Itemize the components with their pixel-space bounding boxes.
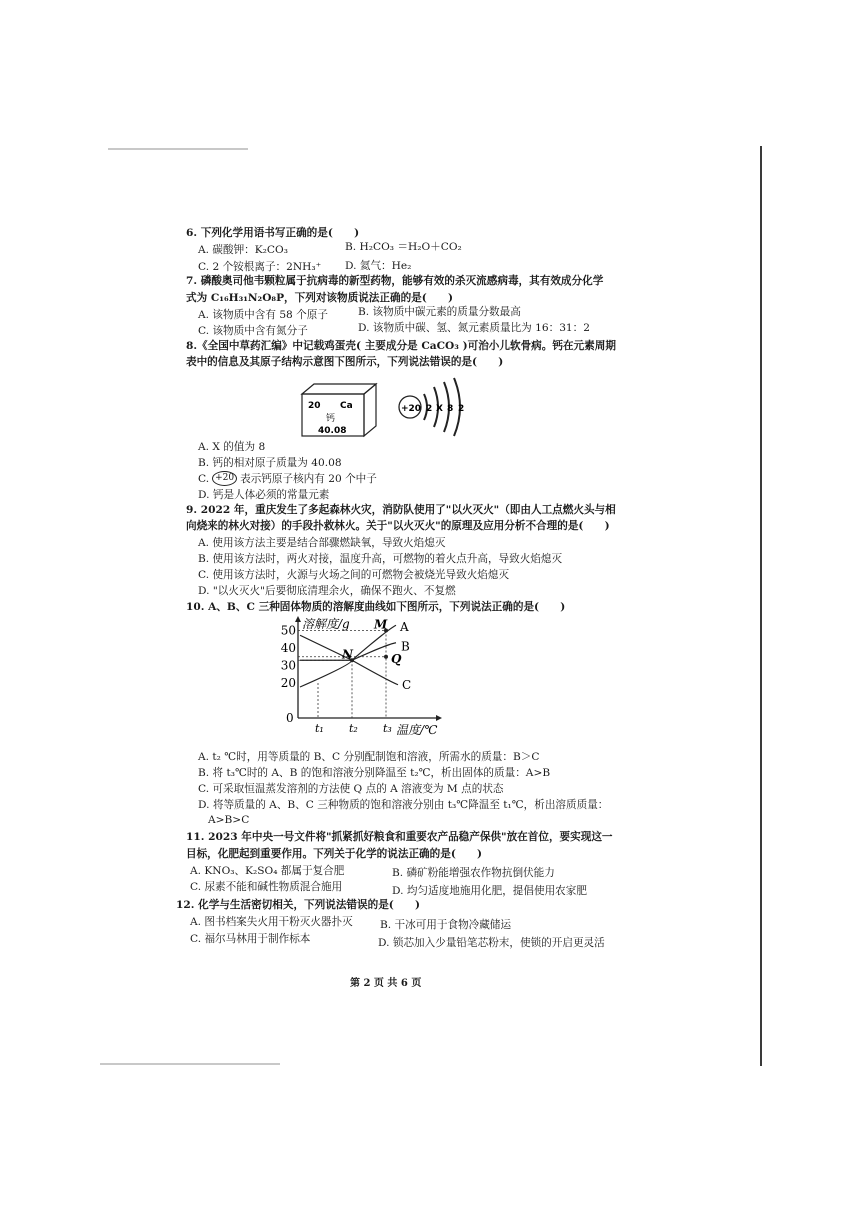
q8-option-c-text: 表示钙原子核内有 20 个中子 (240, 472, 377, 485)
atom-nucleus: +20 (401, 404, 422, 414)
q7-option-d: D. 该物质中碳、氢、氮元素质量比为 16：31：2 (358, 322, 591, 334)
series-c-label: C (402, 677, 412, 692)
nucleus-circle-icon: +20 (212, 471, 237, 486)
shell-2: X (436, 404, 443, 414)
q6-option-a: A. 碳酸钾：K₂CO₃ (198, 244, 288, 256)
q10-option-c: C. 可采取恒温蒸发溶剂的方法使 Q 点的 A 溶液变为 M 点的状态 (198, 783, 504, 795)
y-axis-arrow (295, 616, 301, 622)
scan-edge-top (108, 148, 248, 150)
q8-option-a: A. X 的值为 8 (198, 441, 266, 453)
page-footer: 第 2 页 共 6 页 (350, 978, 422, 989)
q12-stem: 12. 化学与生活密切相关，下列说法错误的是( ) (176, 899, 421, 911)
q8-option-c (198, 471, 377, 486)
q9-option-a: A. 使用该方法主要是结合部骤燃缺氧，导致火焰熄灭 (198, 537, 446, 549)
q9-option-b: B. 使用该方法时，两火对接，温度升高，可燃物的着火点升高，导致火焰熄灭 (198, 553, 563, 565)
element-symbol: Ca (340, 401, 353, 411)
q11-stem-line1: 11. 2023 年中央一号文件将"抓紧抓好粮食和重要农产品稳产保供"放在首位，要实现这一 (186, 831, 613, 843)
q6-option-d: D. 氦气：He₂ (345, 260, 412, 272)
shell-4: 2 (458, 404, 465, 414)
x-tick-label: t₂ (349, 722, 358, 735)
q7-option-a: A. 该物质中含有 58 个原子 (198, 309, 328, 321)
q11-option-c: C. 尿素不能和碱性物质混合施用 (190, 881, 343, 893)
q7-option-c: C. 该物质中含有氮分子 (198, 325, 308, 337)
series-b-label: B (401, 639, 410, 654)
point-n-label: N (342, 647, 353, 662)
q11-option-a: A. KNO₃、K₂SO₄ 都属于复合肥 (190, 865, 345, 877)
page-edge (760, 146, 762, 1066)
q12-option-a: A. 图书档案失火用干粉灭火器扑灭 (190, 916, 353, 928)
q6-stem: 6. 下列化学用语书写正确的是( ) (186, 227, 360, 239)
q10-option-d-line2: A>B>C (208, 814, 250, 826)
point-q-label: Q (391, 651, 402, 666)
q8-option-b: B. 钙的相对原子质量为 40.08 (198, 457, 342, 469)
q7-option-b: B. 该物质中碳元素的质量分数最高 (358, 306, 521, 318)
q10-option-d-line1: D. 将等质量的 A、B、C 三种物质的饱和溶液分别由 t₃℃降温至 t₁℃，析出溶质质量： (198, 799, 609, 811)
periodic-cell-figure (296, 380, 380, 440)
x-tick-label: t₃ (383, 722, 392, 735)
q7-stem-line2: 式为 C₁₆H₃₁N₂O₈P，下列对该物质说法正确的是( ) (186, 292, 453, 304)
atom-structure-figure (396, 374, 476, 440)
scan-edge-bottom (100, 1063, 280, 1065)
q8-option-c-prefix: C. (198, 472, 210, 485)
q8-stem-line1: 8.《全国中草药汇编》中记载鸡蛋壳( 主要成分是 CaCO₃ )可治小儿软骨病。钙在元素周期 (186, 340, 616, 352)
solubility-chart (268, 614, 464, 742)
y-tick-label: 50 (280, 623, 296, 638)
origin-label: 0 (286, 711, 294, 725)
y-tick-label: 20 (280, 676, 296, 690)
shell-1: 2 (426, 404, 433, 414)
y-axis-label: 溶解度/g (302, 617, 350, 631)
y-tick-label: 40 (280, 641, 296, 655)
q11-stem-line2: 目标，化肥起到重要作用。下列关于化学的说法正确的是( ) (186, 848, 483, 860)
q9-stem-line2: 向烧来的林火对接）的手段扑救林火。关于"以火灭火"的原理及应用分析不合理的是( ) (186, 520, 610, 532)
point-m-label: M (374, 617, 388, 632)
q6-option-c: C. 2 个铵根离子：2NH₃⁺ (198, 261, 322, 273)
x-axis-label: 温度/℃ (396, 723, 438, 737)
q9-stem-line1: 9. 2022 年，重庆发生了多起森林火灾，消防队使用了"以火灭火"（即由人工点燃火头与相 (186, 504, 616, 516)
point-q (384, 655, 388, 659)
q11-option-b: B. 磷矿粉能增强农作物抗倒伏能力 (392, 867, 555, 879)
chart-guides (298, 631, 386, 719)
q12-option-d: D. 锁芯加入少量铅笔芯粉末，使锁的开启更灵活 (378, 937, 605, 949)
chart-labels (281, 617, 438, 737)
series-a-label: A (400, 620, 409, 634)
q8-option-d: D. 钙是人体必须的常量元素 (198, 489, 330, 501)
q6-option-b: B. H₂CO₃ ＝H₂O＋CO₂ (345, 241, 462, 253)
shell-3: 8 (447, 404, 454, 414)
element-number: 20 (308, 401, 321, 411)
q8-stem-line2: 表中的信息及其原子结构示意图下图所示，下列说法错误的是( ) (186, 356, 504, 368)
q10-option-b: B. 将 t₃℃时的 A、B 的饱和溶液分别降温至 t₂℃，析出固体的质量：A>B (198, 767, 551, 779)
element-mass: 40.08 (318, 426, 347, 436)
q10-stem: 10. A、B、C 三种固体物质的溶解度曲线如下图所示，下列说法正确的是( ) (186, 601, 566, 613)
q10-option-a: A. t₂ ℃时，用等质量的 B、C 分别配制饱和溶液，所需水的质量：B＞C (198, 751, 540, 763)
q11-option-d: D. 均匀适度地施用化肥，提倡使用农家肥 (392, 885, 587, 897)
x-tick-label: t₁ (315, 722, 324, 735)
x-axis-arrow (436, 715, 442, 721)
q12-option-c: C. 福尔马林用于制作标本 (190, 933, 311, 945)
y-tick-label: 30 (280, 658, 296, 673)
element-name: 钙 (326, 414, 336, 424)
q7-stem-line1: 7. 磷酸奥司他韦颗粒属于抗病毒的新型药物，能够有效的杀灭流感病毒，其有效成分化学 (186, 275, 604, 287)
chart-axes (295, 616, 442, 721)
q9-option-c: C. 使用该方法时，火源与火场之间的可燃物会被烧光导致火焰熄灭 (198, 569, 510, 581)
q9-option-d: D. "以火灭火"后要彻底清理余火，确保不跑火、不复燃 (198, 585, 456, 597)
q12-option-b: B. 干冰可用于食物冷藏储运 (380, 919, 512, 931)
